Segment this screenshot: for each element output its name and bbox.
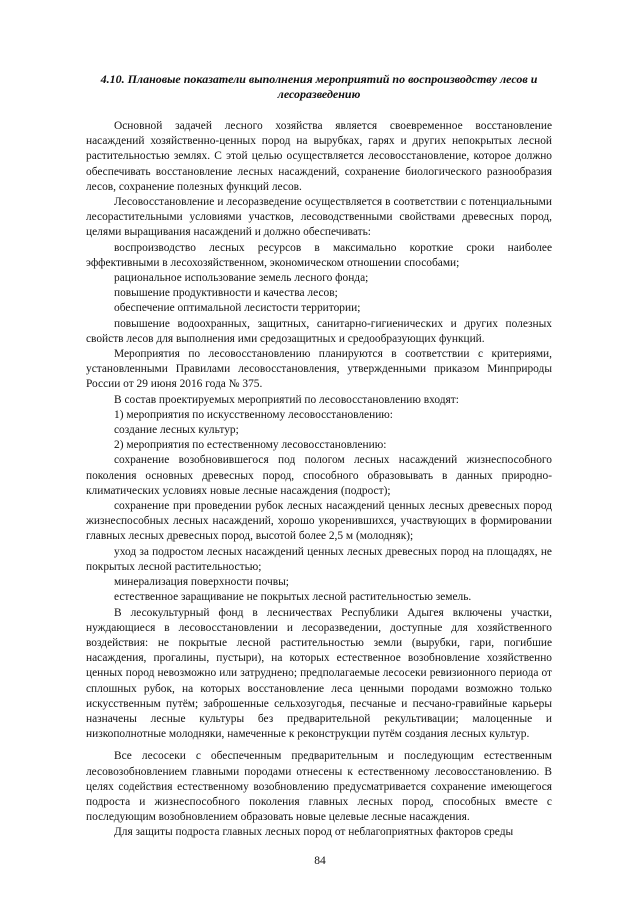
list-item: 2) мероприятия по естественному лесовосстановлению: — [114, 439, 387, 452]
paragraph: Все лесосеки с обеспеченным предварительным и последующим естественным лесовозобновлением главными породами отнесены к естественному лесовосстановлению. В целях содействия естественному возобновлению предусматривается сохранение имеющегося подроста и жизнеспособного поколения главных лесных пород, способных вместе с последующим возобновлением образовать новые целевые лесные насаждения. — [86, 750, 552, 824]
list-item: создание лесных культур; — [114, 424, 239, 437]
section-heading: 4.10. Плановые показатели выполнения мероприятий по воспроизводству лесов и лесоразведению — [100, 72, 538, 101]
list-item: повышение водоохранных, защитных, санитарно-гигиенических и других полезных свойств лесов для выполнения ими средозащитных и средообразующих функций. — [86, 317, 552, 345]
paragraph: Лесовосстановление и лесоразведение осуществляется в соответствии с потенциальными лесорастительными условиями участков, лесоводственными свойствами древесных пород, целями выращивания насаждений и должно обеспечивать: — [86, 196, 552, 239]
list-item: уход за подростом лесных насаждений ценных лесных древесных пород на площадях, не покрытых лесной растительностью; — [86, 545, 552, 573]
body-text — [86, 119, 552, 841]
paragraph: Мероприятия по лесовосстановлению планируются в соответствии с критериями, установленными Правилами лесовосстановления, утвержденными приказом Минприроды России от 29 июня 2016 года № 375. — [86, 348, 552, 391]
list-item: сохранение возобновившегося под пологом лесных насаждений жизнеспособного поколения основных древесных пород, способного образовывать в данных природно-климатических условиях новые лесные насаждения (подрост); — [86, 454, 552, 497]
page-number: 84 — [314, 855, 326, 867]
list-item: сохранение при проведении рубок лесных насаждений ценных лесных древесных пород жизнеспособных лесных насаждений, хорошо укоренившихся, участвующих в формировании главных лесных древесных пород, высотой более 2,5 м (молодняк); — [86, 500, 552, 543]
list-item: 1) мероприятия по искусственному лесовосстановлению: — [114, 408, 393, 421]
list-item: повышение продуктивности и качества лесов; — [114, 287, 338, 300]
list-item: минерализация поверхности почвы; — [114, 576, 289, 589]
paragraph: Основной задачей лесного хозяйства является своевременное восстановление насаждений хозяйственно-ценных пород на вырубках, гарях и других непокрытых лесной растительностью землях. С этой целью осуществляется лесовосстановление, которое должно обеспечивать восстановление лесных насаждений, сохранение биологического разнообразия лесов, сохранение полезных функций лесов. — [86, 120, 552, 193]
paragraph: Для защиты подроста главных лесных пород от неблагоприятных факторов среды — [114, 826, 514, 839]
paragraph: В лесокультурный фонд в лесничествах Республики Адыгея включены участки, нуждающиеся в лесовосстановлении и лесоразведении, доступные для хозяйственного воздействия: не покрытые лесной растительностью земли (вырубки, гари, погибшие насаждения, прогалины, пустыри), на которых естественное возобновление хозяйственно ценных пород невозможно или затруднено; предполагаемые лесосеки ревизионного периода от сплошных рубок, на которых восстановление леса ценными породами возможно только искусственным путём; заброшенные сельхозугодья, песчаные и песчано-гравийные карьеры назначены лесные культуры без предварительной рекультивации; малоценные и низкополнотные молодняки, намеченные к реконструкции путём создания лесных культур. — [86, 606, 552, 741]
list-item: естественное заращивание не покрытых лесной растительностью земель. — [114, 591, 472, 604]
paragraph: В состав проектируемых мероприятий по лесовосстановлению входят: — [114, 393, 459, 406]
list-item: рациональное использование земель лесного фонда; — [114, 272, 369, 285]
list-item: воспроизводство лесных ресурсов в максимально короткие сроки наиболее эффективными в лесохозяйственном, экономическом отношении способами; — [86, 241, 552, 269]
list-item: обеспечение оптимальной лесистости территории; — [114, 302, 361, 315]
